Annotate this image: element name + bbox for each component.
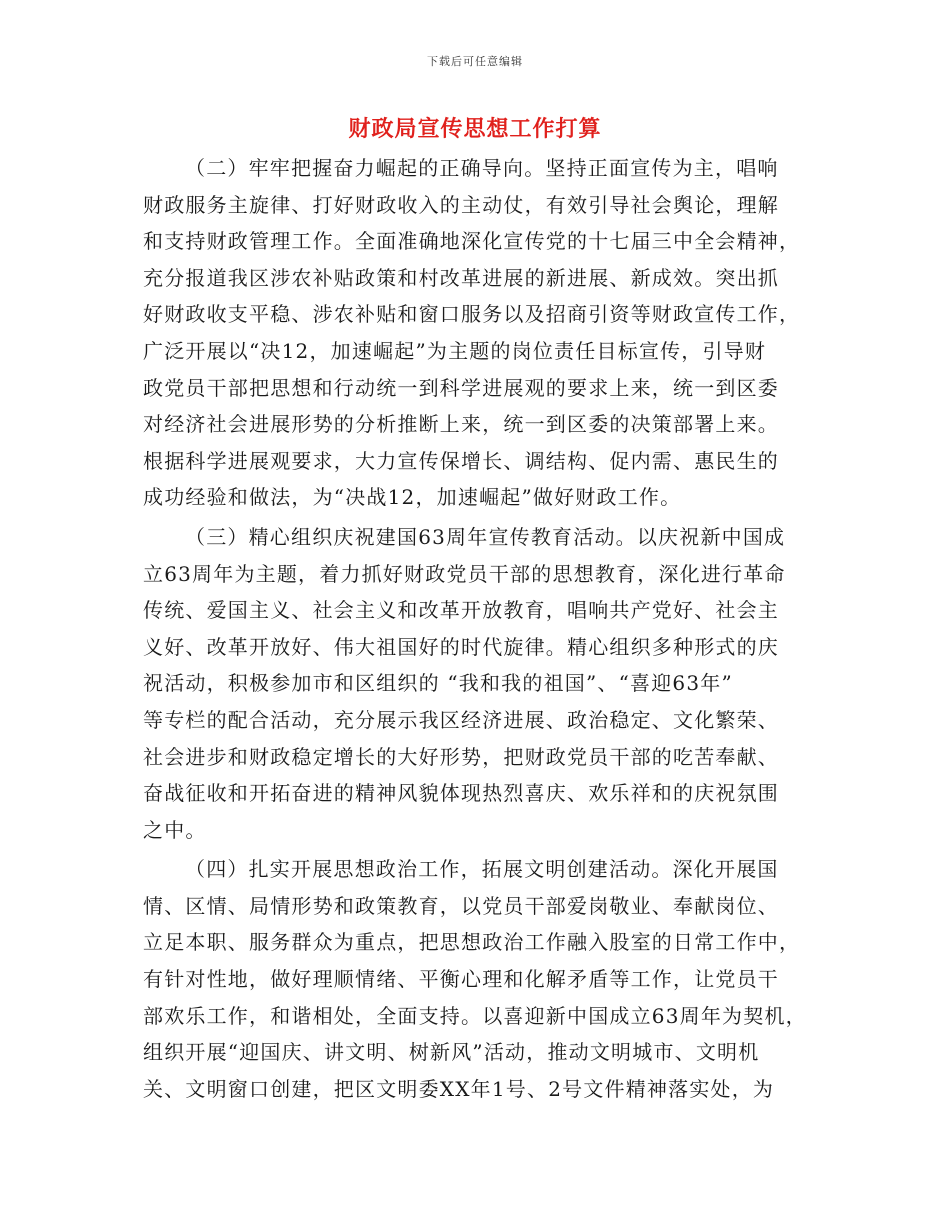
paragraph-line: 组织开展“迎国庆、讲文明、树新风”活动，推动文明城市、文明机 xyxy=(143,1040,760,1065)
document-body xyxy=(143,150,811,1107)
header-note: 下载后可任意编辑 xyxy=(427,55,523,68)
paragraph-line: 情、区情、局情形势和政策教育，以党员干部爱岗敬业、奉献岗位、 xyxy=(143,893,779,918)
paragraph-line: 立足本职、服务群众为重点，把思想政治工作融入股室的日常工作中， xyxy=(143,930,801,955)
paragraph-2 xyxy=(143,150,811,516)
paragraph-line: 根据科学进展观要求，大力宣传保增长、调结构、促内需、惠民生的 xyxy=(143,448,779,473)
paragraph-line: 祝活动，积极参加市和区组织的 “我和我的祖国”、“喜迎63年” xyxy=(143,671,733,696)
paragraph-line: 充分报道我区涉农补贴政策和村改革进展的新进展、新成效。突出抓 xyxy=(143,265,779,290)
paragraph-line: 奋战征收和开拓奋进的精神风貌体现热烈喜庆、欢乐祥和的庆祝氛围 xyxy=(143,781,779,806)
paragraph-line: 广泛开展以“决12，加速崛起”为主题的岗位责任目标宣传，引导财 xyxy=(143,338,767,363)
paragraph-line: 关、文明窗口创建，把区文明委XX年1号、2号文件精神落实处，为 xyxy=(143,1076,775,1101)
paragraph-line: 政党员干部把思想和行动统一到科学进展观的要求上来，统一到区委 xyxy=(143,375,779,400)
paragraph-line: 等专栏的配合活动，充分展示我区经济进展、政治稳定、文化繁荣、 xyxy=(143,707,779,732)
paragraph-line: （三）精心组织庆祝建国63周年宣传教育活动。以庆祝新中国成 xyxy=(185,524,786,549)
paragraph-line: 之中。 xyxy=(143,817,207,842)
paragraph-line: 有针对性地，做好理顺情绪、平衡心理和化解矛盾等工作，让党员干 xyxy=(143,967,779,992)
paragraph-4 xyxy=(143,851,811,1107)
paragraph-line: （二）牢牢把握奋力崛起的正确导向。坚持正面宣传为主，唱响 xyxy=(185,156,779,180)
document-title: 财政局宣传思想工作打算 xyxy=(348,116,602,142)
paragraph-line: 成功经验和做法，为“决战12，加速崛起”做好财政工作。 xyxy=(143,485,682,510)
paragraph-line: （四）扎实开展思想政治工作，拓展文明创建活动。深化开展国 xyxy=(185,857,779,882)
paragraph-line: 和支持财政管理工作。全面准确地深化宣传党的十七届三中全会精神， xyxy=(143,229,801,254)
paragraph-line: 部欢乐工作，和谐相处，全面支持。以喜迎新中国成立63周年为契机， xyxy=(143,1003,807,1028)
paragraph-line: 社会进步和财政稳定增长的大好形势，把财政党员干部的吃苦奉献、 xyxy=(143,744,779,769)
paragraph-line: 传统、爱国主义、社会主义和改革开放教育，唱响共产党好、社会主 xyxy=(143,598,779,623)
paragraph-3 xyxy=(143,519,811,848)
paragraph-line: 财政服务主旋律、打好财政收入的主动仗，有效引导社会舆论，理解 xyxy=(143,192,779,217)
paragraph-line: 对经济社会进展形势的分析推断上来，统一到区委的决策部署上来。 xyxy=(143,412,779,437)
paragraph-line: 好财政收支平稳、涉农补贴和窗口服务以及招商引资等财政宣传工作， xyxy=(143,302,801,327)
paragraph-line: 立63周年为主题，着力抓好财政党员干部的思想教育，深化进行革命 xyxy=(143,561,786,586)
paragraph-line: 义好、改革开放好、伟大祖国好的时代旋律。精心组织多种形式的庆 xyxy=(143,634,779,659)
